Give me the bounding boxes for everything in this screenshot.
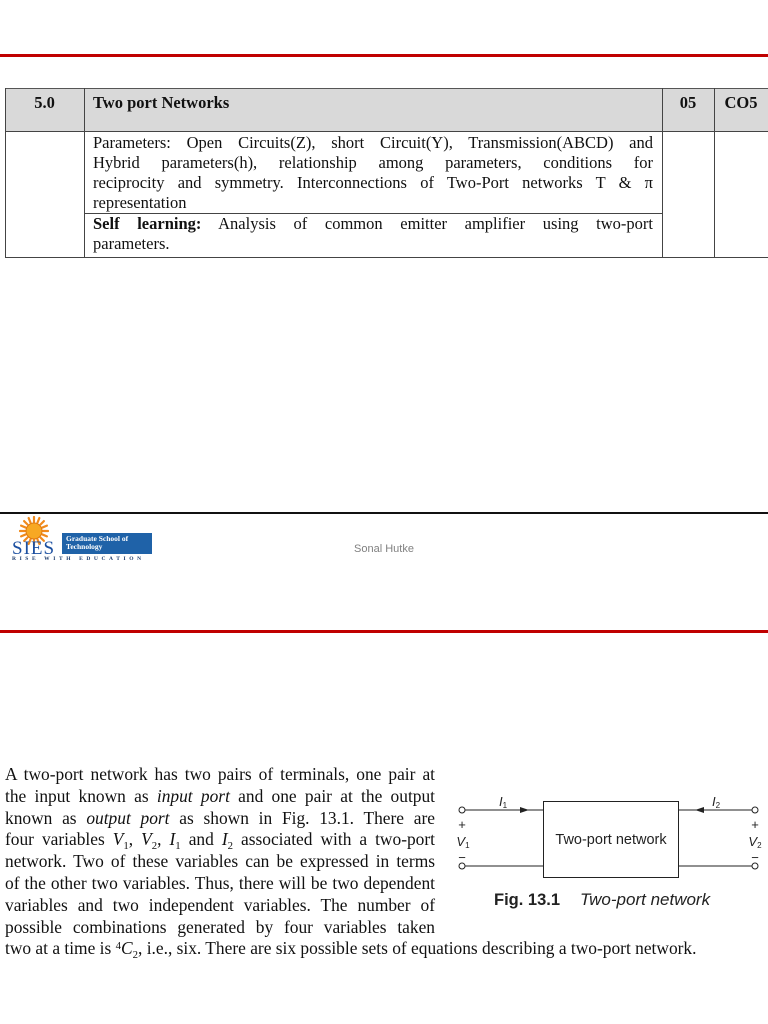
table-column-divider xyxy=(714,88,715,258)
output-plus-sign: + xyxy=(751,817,759,832)
topics-line: reciprocity and symmetry. Interconnections of Two-Port networks T & π xyxy=(93,173,653,192)
variable-subscript: 1 xyxy=(175,839,181,852)
table-border-bottom xyxy=(5,257,768,258)
text-run: of the other two variables. Thus, there will be two dependent xyxy=(5,872,435,893)
output-minus-sign: − xyxy=(751,850,759,865)
text-run: possible combinations generated by four variables taken xyxy=(5,916,435,937)
current-symbol: I xyxy=(498,794,503,809)
combination-symbol: C xyxy=(121,938,133,959)
italic-term: output port xyxy=(86,807,170,828)
text-run: associated with a two-port xyxy=(233,829,435,850)
slide-top-rule xyxy=(0,54,768,57)
output-terminal-top xyxy=(752,807,758,813)
topics-line: Hybrid parameters(h), relationship among parameters, conditions for xyxy=(93,153,653,172)
self-learning-label: Self learning: xyxy=(93,214,202,233)
syllabus-table xyxy=(5,88,768,258)
paragraph-line xyxy=(5,808,435,830)
voltage-symbol: V xyxy=(456,834,466,849)
variable-symbol: I xyxy=(169,829,176,850)
variable-subscript: 1 xyxy=(123,839,129,852)
current-index: 2 xyxy=(715,801,721,811)
paragraph-line xyxy=(5,786,435,808)
variable-subscript: 2 xyxy=(151,839,158,852)
paragraph-line xyxy=(5,829,435,851)
text-run: two at a time is xyxy=(5,938,116,959)
self-learning-line xyxy=(93,214,653,234)
text-run: variables and two independent variables. The number of xyxy=(5,894,435,915)
text-run: , i.e., six. There are six possible sets of equations describing a two-port network. xyxy=(138,938,697,959)
voltage-index: 1 xyxy=(465,841,470,851)
topics-line: representation xyxy=(93,193,187,212)
current-symbol: I xyxy=(711,794,716,809)
table-border-left xyxy=(5,88,6,258)
current-arrow-output xyxy=(695,807,704,813)
slide-top-rule xyxy=(0,630,768,633)
input-plus-sign: + xyxy=(458,817,466,832)
text-run: the input known as xyxy=(5,785,157,806)
logo-badge-line: Technology xyxy=(66,542,103,551)
course-outcome-cell: CO5 xyxy=(724,93,758,112)
text-run: , xyxy=(157,829,170,850)
paragraph-line xyxy=(5,873,435,895)
text-run: and xyxy=(180,829,222,850)
body-paragraph xyxy=(5,764,697,961)
topics-cell xyxy=(93,133,653,213)
text-run: A two-port network has two pairs of terminals, one pair at xyxy=(5,764,435,784)
input-terminal-top xyxy=(459,807,465,813)
module-title-cell: Two port Networks xyxy=(93,93,230,112)
paragraph-line xyxy=(5,851,435,873)
text-run: four variables xyxy=(5,829,113,850)
current-index: 1 xyxy=(502,801,508,811)
text-run: as shown in Fig. 13.1. There are xyxy=(169,807,435,828)
self-learning-cell xyxy=(93,214,653,254)
table-column-divider xyxy=(84,88,85,258)
text-run: , xyxy=(128,829,142,850)
logo-tagline: RISE WITH EDUCATION xyxy=(12,556,145,562)
hours-cell: 05 xyxy=(679,93,697,112)
paragraph-line xyxy=(5,938,745,960)
table-column-divider xyxy=(662,88,663,258)
italic-term: input port xyxy=(156,785,230,806)
paragraph-line xyxy=(5,764,435,786)
self-learning-text: Analysis of common emitter amplifier using two-port xyxy=(218,214,653,233)
current-arrow-input xyxy=(520,807,529,813)
variable-symbol: V xyxy=(141,829,152,850)
variable-subscript: 2 xyxy=(227,839,233,852)
variable-symbol: I xyxy=(221,829,228,850)
output-voltage-label xyxy=(746,834,764,850)
figure-title: Two-port network xyxy=(580,890,711,909)
logo-badge-line: Graduate School of xyxy=(66,534,129,543)
voltage-index: 2 xyxy=(757,841,762,851)
figure-number: Fig. 13.1 xyxy=(494,891,561,909)
module-number-cell: 5.0 xyxy=(34,93,55,112)
input-minus-sign: − xyxy=(458,850,466,865)
author-name: Sonal Hutke xyxy=(354,543,414,555)
text-run: network. Two of these variables can be expressed in terms xyxy=(5,851,435,872)
variable-symbol: V xyxy=(112,829,124,850)
input-voltage-label xyxy=(454,834,472,850)
text-run: and one pair at the output xyxy=(229,785,435,806)
slide-divider xyxy=(0,512,768,514)
voltage-symbol: V xyxy=(748,834,758,849)
output-current-label xyxy=(709,794,723,810)
paragraph-line xyxy=(5,895,435,917)
combination-subscript: 2 xyxy=(132,948,138,961)
figure-caption xyxy=(494,890,710,911)
combination-superscript: 4 xyxy=(115,939,121,952)
two-port-figure xyxy=(448,785,768,885)
text-run: known as xyxy=(5,807,87,828)
input-current-label xyxy=(496,794,510,810)
paragraph-line xyxy=(5,917,435,939)
block-label: Two-port network xyxy=(555,832,667,848)
topics-line: Parameters: Open Circuits(Z), short Circuit(Y), Transmission(ABCD) and xyxy=(93,133,653,152)
self-learning-line: parameters. xyxy=(93,234,170,253)
logo-wordmark: SIES xyxy=(12,538,56,559)
